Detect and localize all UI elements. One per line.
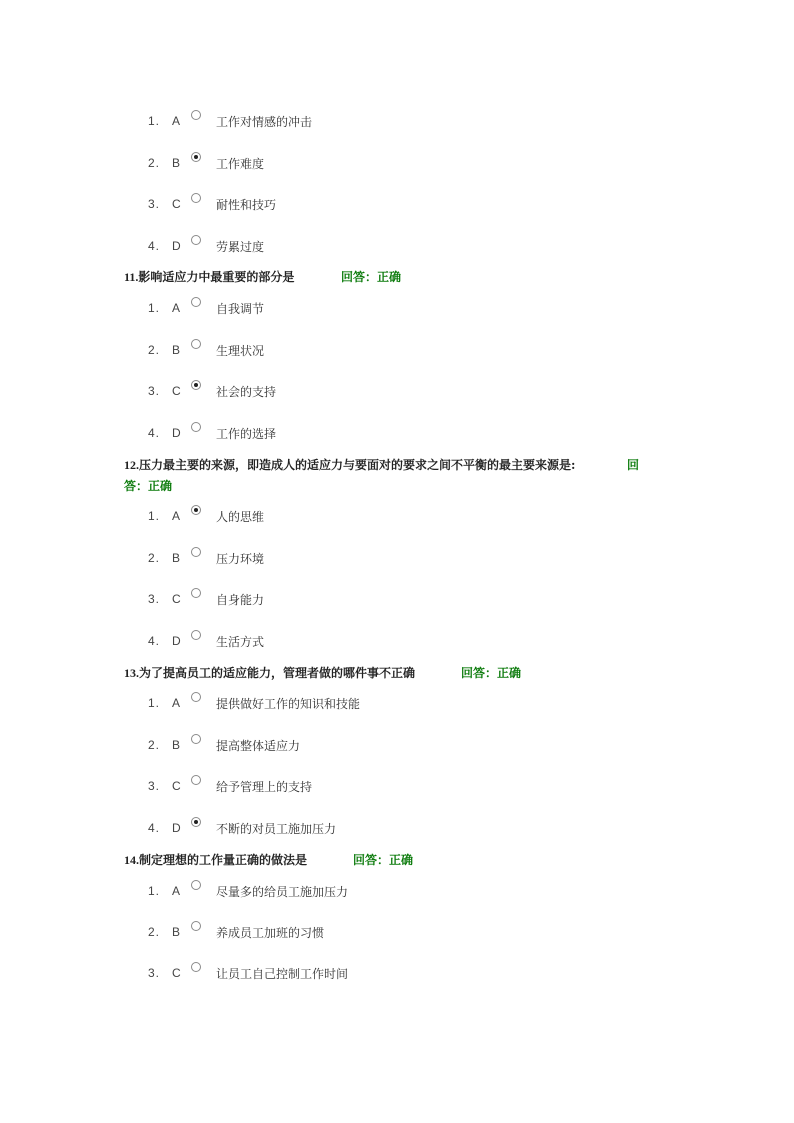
question-text: 制定理想的工作量正确的做法是	[139, 853, 308, 867]
option-letter: C	[172, 197, 181, 211]
option-letter: A	[172, 884, 181, 898]
radio-button[interactable]	[191, 734, 201, 744]
option-number: 1.	[148, 509, 161, 523]
radio-button[interactable]	[191, 962, 201, 972]
radio-button[interactable]	[191, 297, 201, 307]
option-text: 社会的支持	[216, 385, 277, 399]
option-number: 2.	[148, 738, 161, 752]
option-letter: D	[172, 821, 181, 835]
radio-button[interactable]	[191, 380, 201, 390]
radio-button[interactable]	[191, 775, 201, 785]
option-letter: B	[172, 925, 181, 939]
option-text: 自身能力	[216, 593, 265, 607]
option-text: 劳累过度	[216, 240, 265, 254]
answer-status: 回答：正确	[341, 270, 402, 284]
option-text: 给予管理上的支持	[216, 780, 313, 794]
question-text: 压力最主要的来源，即造成人的适应力与要面对的要求之间不平衡的最主要来源是:	[139, 458, 576, 472]
option-text: 自我调节	[216, 302, 265, 316]
option-number: 4.	[148, 821, 161, 835]
radio-button[interactable]	[191, 692, 201, 702]
option-letter: D	[172, 426, 181, 440]
option-text: 提高整体适应力	[216, 739, 301, 753]
option-number: 3.	[148, 779, 161, 793]
option-text: 工作难度	[216, 157, 265, 171]
option-number: 2.	[148, 925, 161, 939]
question-number: 14.	[124, 853, 139, 867]
option-letter: B	[172, 343, 181, 357]
option-text: 养成员工加班的习惯	[216, 926, 325, 940]
answer-status-part2: 答：正确	[124, 479, 173, 493]
radio-button[interactable]	[191, 152, 201, 162]
option-letter: A	[172, 509, 181, 523]
option-text: 提供做好工作的知识和技能	[216, 697, 361, 711]
option-row	[0, 110, 794, 134]
radio-button[interactable]	[191, 817, 201, 827]
option-letter: B	[172, 551, 181, 565]
answer-status: 回答：正确	[461, 666, 522, 680]
question-number: 11.	[124, 270, 139, 284]
answer-status: 回答：正确	[353, 853, 414, 867]
option-row	[0, 152, 794, 176]
option-letter: C	[172, 384, 181, 398]
option-text: 压力环境	[216, 552, 265, 566]
option-letter: C	[172, 779, 181, 793]
option-number: 4.	[148, 239, 161, 253]
radio-button[interactable]	[191, 110, 201, 120]
option-text: 工作对情感的冲击	[216, 115, 313, 129]
option-number: 1.	[148, 114, 161, 128]
option-letter: A	[172, 301, 181, 315]
option-row	[0, 422, 794, 446]
question-title	[124, 851, 307, 868]
option-number: 4.	[148, 426, 161, 440]
option-text: 尽量多的给员工施加压力	[216, 885, 349, 899]
option-number: 4.	[148, 634, 161, 648]
question-title	[124, 456, 575, 473]
option-number: 3.	[148, 384, 161, 398]
option-number: 3.	[148, 197, 161, 211]
radio-button[interactable]	[191, 547, 201, 557]
radio-button[interactable]	[191, 339, 201, 349]
option-row	[0, 297, 794, 321]
radio-button[interactable]	[191, 193, 201, 203]
option-row	[0, 235, 794, 259]
radio-button[interactable]	[191, 880, 201, 890]
option-text: 工作的选择	[216, 427, 277, 441]
question-title	[124, 268, 294, 285]
option-row	[0, 630, 794, 654]
question-text: 影响适应力中最重要的部分是	[138, 270, 295, 284]
option-letter: C	[172, 592, 181, 606]
radio-button[interactable]	[191, 505, 201, 515]
option-letter: D	[172, 634, 181, 648]
question-number: 13.	[124, 666, 139, 680]
option-row	[0, 193, 794, 217]
option-row	[0, 817, 794, 841]
option-letter: B	[172, 156, 181, 170]
option-number: 2.	[148, 551, 161, 565]
radio-button[interactable]	[191, 630, 201, 640]
option-letter: D	[172, 239, 181, 253]
option-row	[0, 921, 794, 945]
option-text: 让员工自己控制工作时间	[216, 967, 349, 981]
option-text: 生活方式	[216, 635, 265, 649]
radio-button[interactable]	[191, 588, 201, 598]
option-number: 1.	[148, 301, 161, 315]
question-number: 12.	[124, 458, 139, 472]
question-text: 为了提高员工的适应能力，管理者做的哪件事不正确	[139, 666, 416, 680]
option-row	[0, 962, 794, 986]
option-row	[0, 775, 794, 799]
option-row	[0, 505, 794, 529]
option-row	[0, 588, 794, 612]
option-row	[0, 339, 794, 363]
option-row	[0, 734, 794, 758]
option-letter: A	[172, 696, 181, 710]
option-number: 3.	[148, 966, 161, 980]
option-row	[0, 547, 794, 571]
option-number: 1.	[148, 696, 161, 710]
radio-button[interactable]	[191, 921, 201, 931]
option-letter: A	[172, 114, 181, 128]
option-number: 3.	[148, 592, 161, 606]
option-row	[0, 380, 794, 404]
option-row	[0, 880, 794, 904]
option-text: 不断的对员工施加压力	[216, 822, 337, 836]
radio-button[interactable]	[191, 235, 201, 245]
option-text: 人的思维	[216, 510, 265, 524]
question-title	[124, 664, 415, 681]
option-text: 耐性和技巧	[216, 198, 277, 212]
answer-status-part1: 回	[627, 458, 640, 472]
option-number: 1.	[148, 884, 161, 898]
option-letter: B	[172, 738, 181, 752]
option-row	[0, 692, 794, 716]
option-number: 2.	[148, 156, 161, 170]
option-letter: C	[172, 966, 181, 980]
radio-button[interactable]	[191, 422, 201, 432]
option-text: 生理状况	[216, 344, 265, 358]
option-number: 2.	[148, 343, 161, 357]
